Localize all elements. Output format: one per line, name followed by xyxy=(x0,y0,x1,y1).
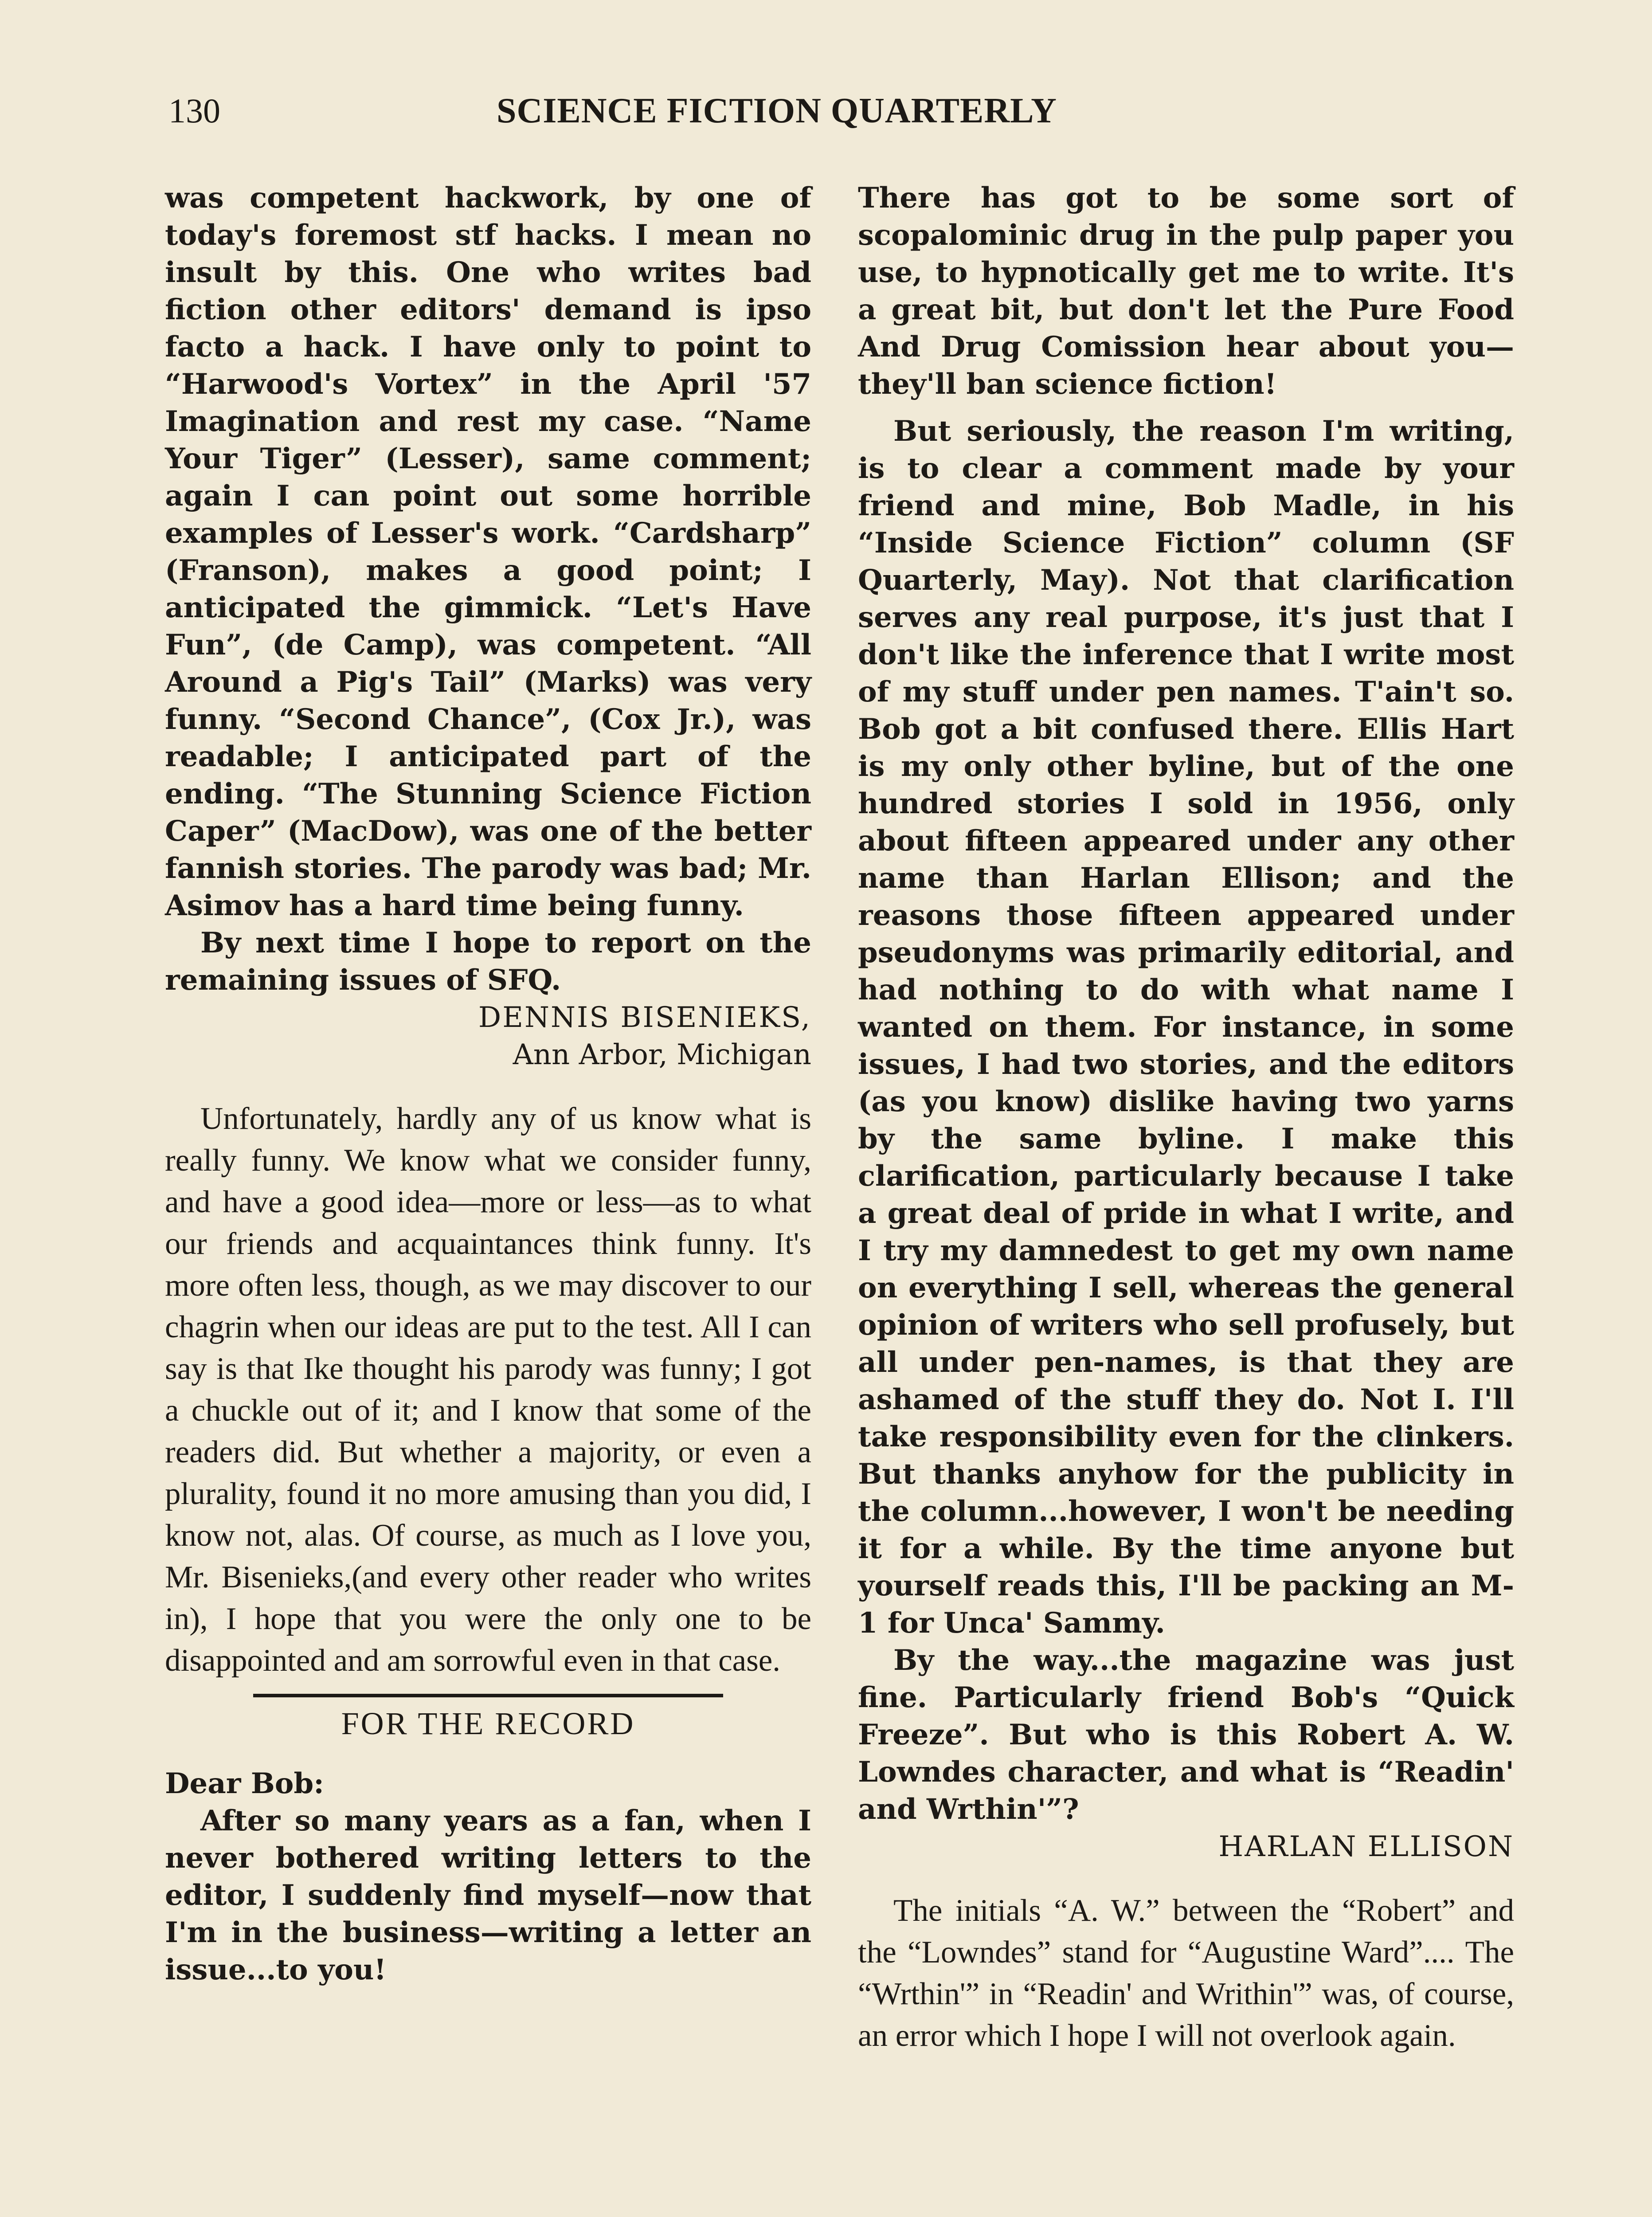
section-divider xyxy=(253,1694,723,1697)
letter-paragraph: There has got to be some sort of scopalominic drug in the pulp paper you use, to hypnotically get me to write. It's a great bit, but don't let the Pure Food And Drug Comission hear about you—they'll ban science fiction! xyxy=(858,181,1514,401)
letter-paragraph: was competent hackwork, by one of today's foremost stf hacks. I mean no insult by this. One who writes bad fiction other editors' demand is ipso facto a hack. I have only to point to “Harwood's Vortex” in the April '57 Imagination and rest my case. “Name Your Tiger” (Lesser), same comment; again I can point out some horrible examples of Lesser's work. “Cardsharp” (Franson), makes a good point; I anticipated the gimmick. “Let's Have Fun”, (de Camp), was competent. “All Around a Pig's Tail” (Marks) was very funny. “Second Chance”, (Cox Jr.), was readable; I anticipated part of the ending. “The Stunning Science Fiction Caper” (MacDow), was one of the better fannish stories. The parody was bad; Mr. Asimov has a hard time being funny. xyxy=(165,181,811,922)
running-title: SCIENCE FICTION QUARTERLY xyxy=(497,91,1057,130)
editor-reply: The initials “A. W.” between the “Robert” and the “Lowndes” stand for “Augustine Ward”.... The “Wrthin'” in “Readin' and Writhin'” was, of course, an error which I hope I will not overlook again. xyxy=(858,1893,1514,2053)
editor-reply: Unfortunately, hardly any of us know what is really funny. We know what we consider funny, and have a good idea—more or less—as to what our friends and acquaintances think funny. It's more often less, though, as we may discover to our chagrin when our ideas are put to the test. All I can say is that Ike thought his parody was funny; I got a chuckle out of it; and I know that some of the readers did. But whether a majority, or even a plurality, found it no more amusing than you did, I know not, alas. Of course, as much as I love you, Mr. Bisenieks,(and every other reader who writes in), I hope that you were the only one to be disappointed and am sorrowful even in that case. xyxy=(165,1101,811,1678)
letter-paragraph: After so many years as a fan, when I never bothered writing letters to the editor, I suddenly find myself—now that I'm in the business—writing a letter an issue...to you! xyxy=(165,1804,811,1986)
letter-signature-name: HARLAN ELLISON xyxy=(1218,1830,1514,1863)
letter-paragraph: By the way...the magazine was just fine. Particularly friend Bob's “Quick Freeze”. But who is this Robert A. W. Lowndes character, and what is “Readin' and Wrthin'”? xyxy=(858,1644,1514,1826)
letter-paragraph: But seriously, the reason I'm writing, is to clear a comment made by your friend and mine, Bob Madle, in his “Inside Science Fiction” column (SF Quarterly, May). Not that clarification serves any real purpose, it's just that I don't like the inference that I write most of my stuff under pen names. T'ain't so. Bob got a bit confused there. Ellis Hart is my only other byline, but of the one hundred stories I sold in 1956, only about fifteen appeared under any other name than Harlan Ellison; and the reasons those fifteen appeared under pseudonyms was primarily editorial, and had nothing to do with what name I wanted on them. For instance, in some issues, I had two stories, and the editors (as you know) dislike having two yarns by the same byline. I make this clarification, particularly because I take a great deal of pride in what I write, and I try my damnedest to get my own name on everything I sell, whereas the general opinion of writers who sell profusely, but all under pen-names, is that they are ashamed of the stuff they do. Not I. I'll take responsibility even for the clinkers. But thanks anyhow for the publicity in the column...however, I won't be needing it for a while. By the time anyone but yourself reads this, I'll be packing an M-1 for Unca' Sammy. xyxy=(858,415,1514,1640)
page-number: 130 xyxy=(168,91,220,130)
page-header xyxy=(168,91,1519,149)
left-column xyxy=(165,180,811,1989)
letter-salutation: Dear Bob: xyxy=(165,1767,324,1800)
letter-signature-location: Ann Arbor, Michigan xyxy=(513,1038,811,1071)
letter-paragraph: By next time I hope to report on the remaining issues of SFQ. xyxy=(165,926,811,997)
letter-signature-name: DENNIS BISENIEKS, xyxy=(478,1001,811,1034)
section-title: FOR THE RECORD xyxy=(341,1706,635,1741)
right-column xyxy=(858,180,1514,2056)
